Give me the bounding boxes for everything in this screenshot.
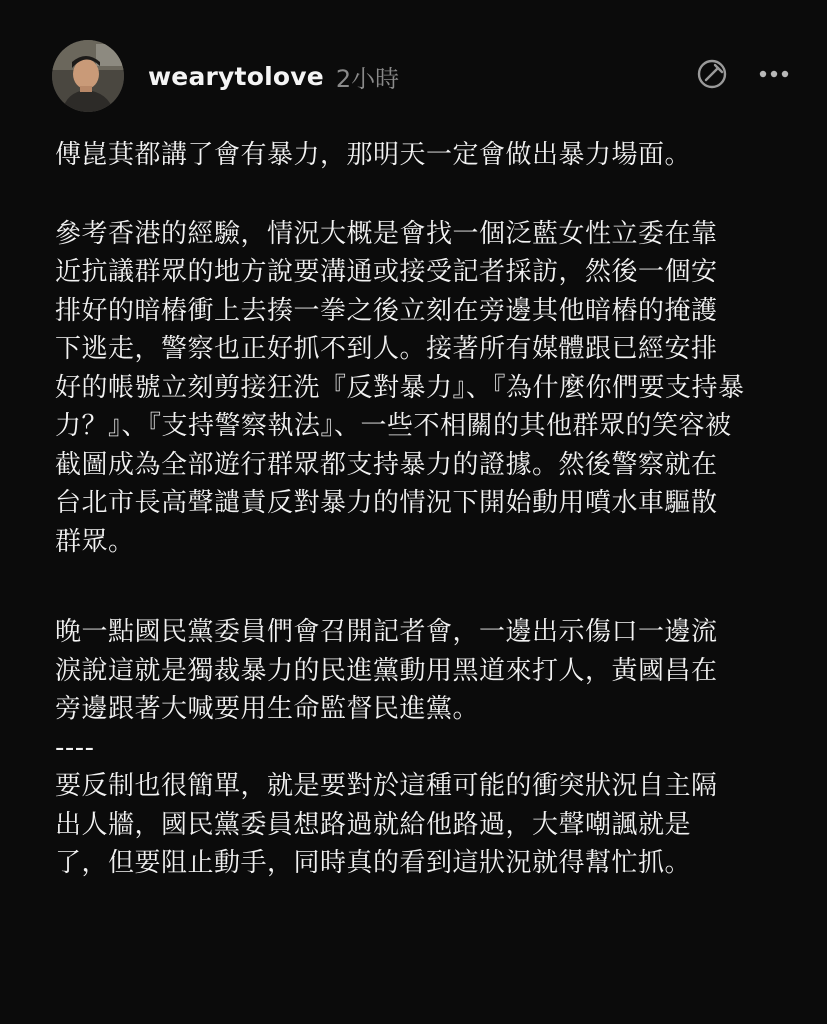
paragraph-spacer: [55, 175, 785, 215]
no-edit-icon[interactable]: [694, 56, 730, 92]
paragraph-spacer: [55, 561, 785, 613]
post-header: [52, 40, 792, 112]
author-username[interactable]: wearytolove: [148, 61, 324, 91]
user-avatar[interactable]: [52, 40, 124, 112]
post-paragraph-3: 晚一點國民黨委員們會召開記者會，一邊出示傷口一邊流 淚說這就是獨裁暴力的民進黨動用黑道來打人，黃國昌在 旁邊跟著大喊要用生命監督民進黨。 ---- 要反制也很簡單，就是要對於這種可能的衝突狀況自主隔 出人牆，國民黨委員想路過就給他路過，大聲嘲諷就是 了，但要阻止動手，同時真的看到這狀況就得幫忙抓。: [55, 617, 718, 878]
post-body: [55, 136, 785, 883]
avatar-image: [52, 40, 124, 112]
post-timestamp: 2小時: [335, 64, 400, 93]
more-horizontal-icon[interactable]: [756, 56, 792, 92]
post-paragraph-1: 傅崑萁都講了會有暴力，那明天一定會做出暴力場面。: [55, 140, 692, 170]
post-paragraph-2: 參考香港的經驗，情況大概是會找一個泛藍女性立委在靠 近抗議群眾的地方說要溝通或接受記者採訪，然後一個安 排好的暗樁衝上去揍一拳之後立刻在旁邊其他暗樁的掩護 下逃走，警察也正好抓不到人。接著所有媒體跟已經安排 好的帳號立刻剪接狂洗『反對暴力』、『為什麼你們要支持暴 力？』、『支持警察執法』、一些不相關的其他群眾的笑容被 截圖成為全部遊行群眾都支持暴力的證據。然後警察就在 台北市長高聲譴責反對暴力的情況下開始動用噴水車驅散 群眾。: [55, 218, 745, 557]
header-actions: [668, 56, 792, 92]
